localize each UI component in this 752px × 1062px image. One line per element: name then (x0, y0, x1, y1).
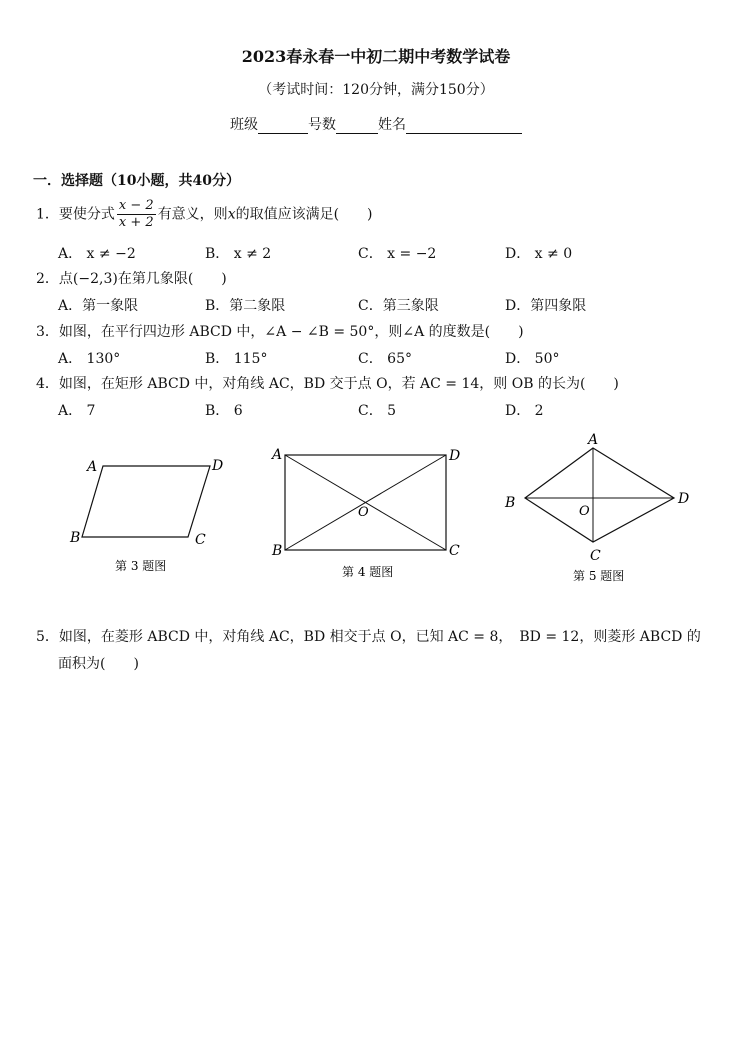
fig4-label-b: B (272, 543, 283, 559)
q1-var: x (227, 206, 236, 223)
exam-title: 2023春永春一中初二期中考数学试卷 (241, 47, 511, 66)
q1-frac-den: x + 2 (118, 215, 154, 230)
name-blank[interactable] (406, 119, 522, 134)
fig3-shape (82, 466, 210, 537)
fig4-caption: 第 4 题图 (342, 565, 394, 579)
fig5-label-o: O (579, 504, 590, 519)
q4-option-d[interactable]: D． 2 (505, 403, 544, 419)
fig4-label-d: D (449, 448, 461, 464)
q3-option-c[interactable]: C． 65° (358, 351, 412, 367)
q1-stem-b: 有意义，则 (157, 206, 228, 223)
q1-frac-num: x − 2 (118, 198, 154, 213)
q1-stem-c: 的取值应该满足( ) (235, 206, 373, 223)
fig3-label-b: B (70, 530, 81, 546)
question-5-line1: 5．如图，在菱形 ABCD 中，对角线 AC，BD 相交于点 O，已知 AC = 8， BD = 12，则菱形 ABCD 的 (36, 629, 701, 645)
fig5-label-b: B (505, 495, 516, 511)
fig3-label-a: A (87, 459, 98, 475)
name-label: 姓名 (378, 117, 406, 133)
q2-option-c[interactable]: C．第三象限 (358, 298, 439, 314)
section-heading: 一．选择题（10小题，共40分） (33, 173, 240, 189)
q1-option-a[interactable]: A． x ≠ −2 (58, 246, 136, 262)
q1-option-b[interactable]: B． x ≠ 2 (205, 246, 272, 262)
number-label: 号数 (308, 117, 336, 133)
q4-option-a[interactable]: A． 7 (58, 403, 96, 419)
q2-option-a[interactable]: A．第一象限 (58, 298, 139, 314)
fig3-label-d: D (212, 458, 224, 474)
figures-row (60, 430, 750, 590)
fig4-rectangle (270, 447, 460, 579)
fig5-label-d: D (678, 491, 690, 507)
question-3: 3．如图，在平行四边形 ABCD 中，∠A − ∠B = 50°，则∠A 的度数是( ) (36, 324, 524, 340)
q3-option-d[interactable]: D． 50° (505, 351, 560, 367)
q4-option-c[interactable]: C． 5 (358, 403, 397, 419)
fig5-shape (525, 448, 674, 542)
fig5-label-c: C (590, 548, 601, 564)
fig3-parallelogram (69, 458, 223, 573)
fig4-label-o: O (358, 505, 369, 520)
fig5-caption: 第 5 题图 (573, 569, 625, 583)
fig3-label-c: C (195, 532, 206, 548)
q1-option-d[interactable]: D． x ≠ 0 (505, 246, 573, 262)
class-blank[interactable] (258, 119, 308, 134)
question-4: 4．如图，在矩形 ABCD 中，对角线 AC，BD 交于点 O，若 AC = 14，则 OB 的长为( ) (36, 376, 619, 392)
class-label: 班级 (230, 117, 258, 133)
number-blank[interactable] (336, 119, 378, 134)
question-2: 2．点(−2,3)在第几象限( ) (36, 271, 227, 287)
q1-fraction (117, 198, 156, 231)
q4-option-b[interactable]: B． 6 (205, 403, 243, 419)
exam-subtitle: （考试时间：120分钟，满分150分） (258, 82, 494, 98)
q1-stem-a: 1．要使分式 (36, 206, 115, 223)
fig4-label-a: A (272, 447, 283, 463)
q3-option-b[interactable]: B． 115° (205, 351, 268, 367)
q1-option-c[interactable]: C． x = −2 (358, 246, 437, 262)
fig3-caption: 第 3 题图 (115, 559, 167, 573)
q2-option-b[interactable]: B．第二象限 (205, 298, 286, 314)
question-1 (36, 198, 373, 231)
q3-option-a[interactable]: A． 130° (58, 351, 121, 367)
fig4-label-c: C (449, 543, 460, 559)
q2-option-d[interactable]: D．第四象限 (505, 298, 587, 314)
question-5-line2: 面积为( ) (58, 656, 139, 672)
fig5-rhombus (504, 432, 689, 583)
fig5-label-a: A (588, 432, 599, 448)
student-info-line (0, 114, 752, 134)
